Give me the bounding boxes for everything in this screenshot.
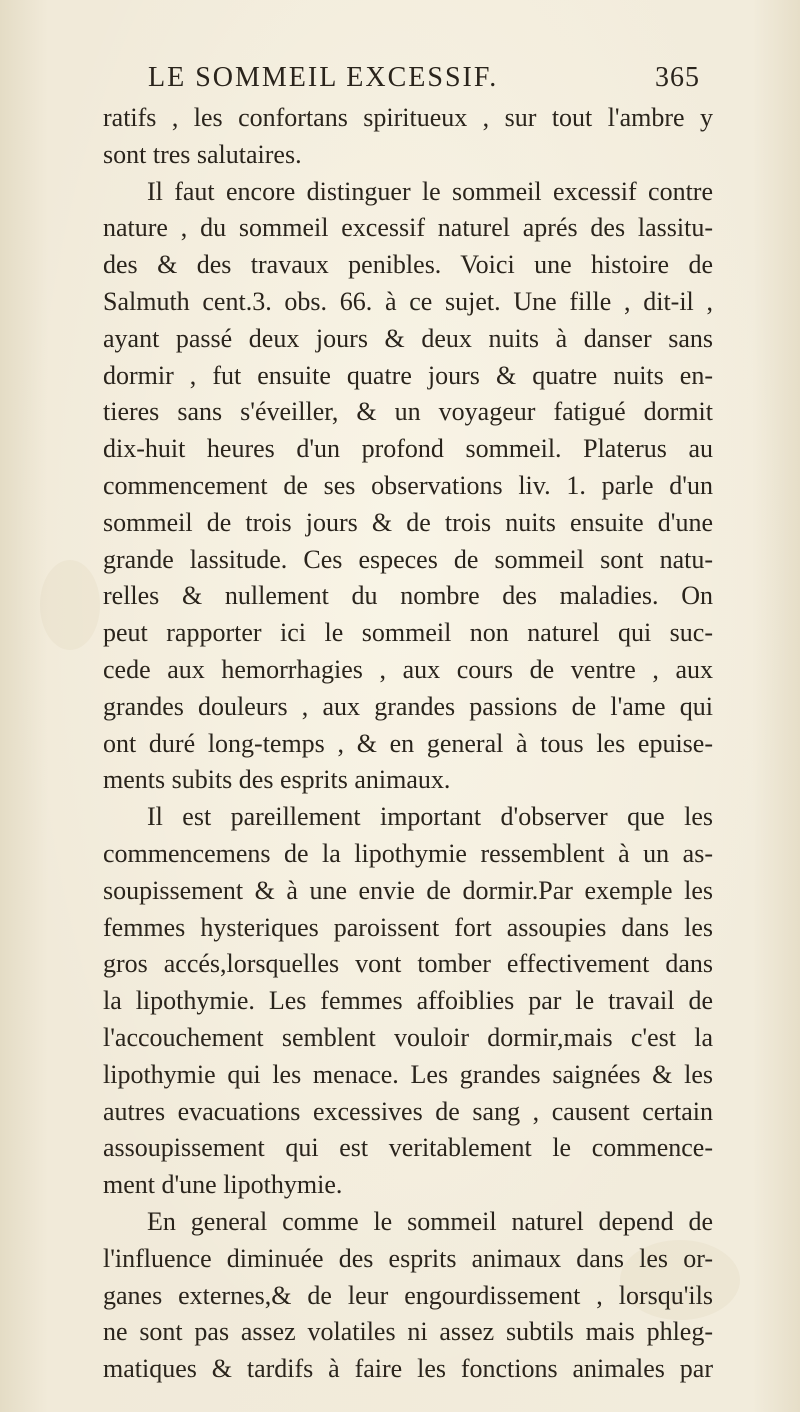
- text-line: matiques & tardifs à faire les fonctions animales par: [103, 1354, 713, 1384]
- running-title: LE SOMMEIL EXCESSIF.: [148, 62, 499, 93]
- text-line: commencement de ses observations liv. 1. parle d'un: [103, 470, 713, 500]
- text-line: soupissement & à une envie de dormir.Par exemple les: [103, 875, 713, 905]
- page-header: [100, 62, 700, 102]
- text-line: la lipothymie. Les femmes affoiblies par le travail de: [103, 986, 713, 1016]
- text-line: commencemens de la lipothymie ressemblent à un as-: [103, 838, 713, 868]
- text-line: ganes externes,& de leur engourdissement , lorsqu'ils: [103, 1280, 713, 1310]
- text-line: tieres sans s'éveiller, & un voyageur fatigué dormit: [103, 397, 713, 427]
- text-line: cede aux hemorrhagies , aux cours de ventre , aux: [103, 654, 713, 684]
- text-line: En general comme le sommeil naturel depend de: [147, 1206, 713, 1236]
- text-line: sont tres salutaires.: [103, 139, 302, 169]
- text-line: ayant passé deux jours & deux nuits à danser sans: [103, 323, 713, 353]
- text-line: des & des travaux penibles. Voici une histoire de: [103, 250, 713, 280]
- text-line: dix-huit heures d'un profond sommeil. Platerus au: [103, 434, 713, 464]
- text-line: ments subits des esprits animaux.: [103, 765, 451, 795]
- text-line: l'influence diminuée des esprits animaux dans les or-: [103, 1243, 713, 1273]
- text-line: l'accouchement semblent vouloir dormir,mais c'est la: [103, 1022, 713, 1052]
- text-line: lipothymie qui les menace. Les grandes saignées & les: [103, 1059, 713, 1089]
- text-line: femmes hysteriques paroissent fort assoupies dans les: [103, 912, 713, 942]
- page-number: 365: [655, 62, 700, 93]
- text-line: ont duré long-temps , & en general à tous les epuise-: [103, 728, 713, 758]
- text-line: gros accés,lorsquelles vont tomber effectivement dans: [103, 949, 713, 979]
- text-line: grandes douleurs , aux grandes passions de l'ame qui: [103, 691, 713, 721]
- paper-stain: [40, 560, 100, 650]
- text-line: nature , du sommeil excessif naturel aprés des lassitu-: [103, 213, 713, 243]
- text-line: relles & nullement du nombre des maladies. On: [103, 581, 713, 611]
- text-line: ment d'une lipothymie.: [103, 1170, 343, 1200]
- body-text: [103, 100, 713, 1388]
- text-line: Il faut encore distinguer le sommeil excessif contre: [147, 176, 713, 206]
- text-line: ne sont pas assez volatiles ni assez subtils mais phleg-: [103, 1317, 713, 1347]
- text-line: Salmuth cent.3. obs. 66. à ce sujet. Une fille , dit-il ,: [103, 286, 713, 316]
- text-line: autres evacuations excessives de sang , causent certain: [103, 1096, 713, 1126]
- text-line: ratifs , les confortans spiritueux , sur tout l'ambre y: [103, 103, 713, 132]
- text-line: Il est pareillement important d'observer que les: [147, 802, 713, 832]
- text-line: peut rapporter ici le sommeil non naturel qui suc-: [103, 618, 713, 648]
- text-line: grande lassitude. Ces especes de sommeil sont natu-: [103, 544, 713, 574]
- text-line: assoupissement qui est veritablement le commence-: [103, 1133, 713, 1163]
- text-line: sommeil de trois jours & de trois nuits ensuite d'une: [103, 507, 713, 537]
- text-line: dormir , fut ensuite quatre jours & quatre nuits en-: [103, 360, 713, 390]
